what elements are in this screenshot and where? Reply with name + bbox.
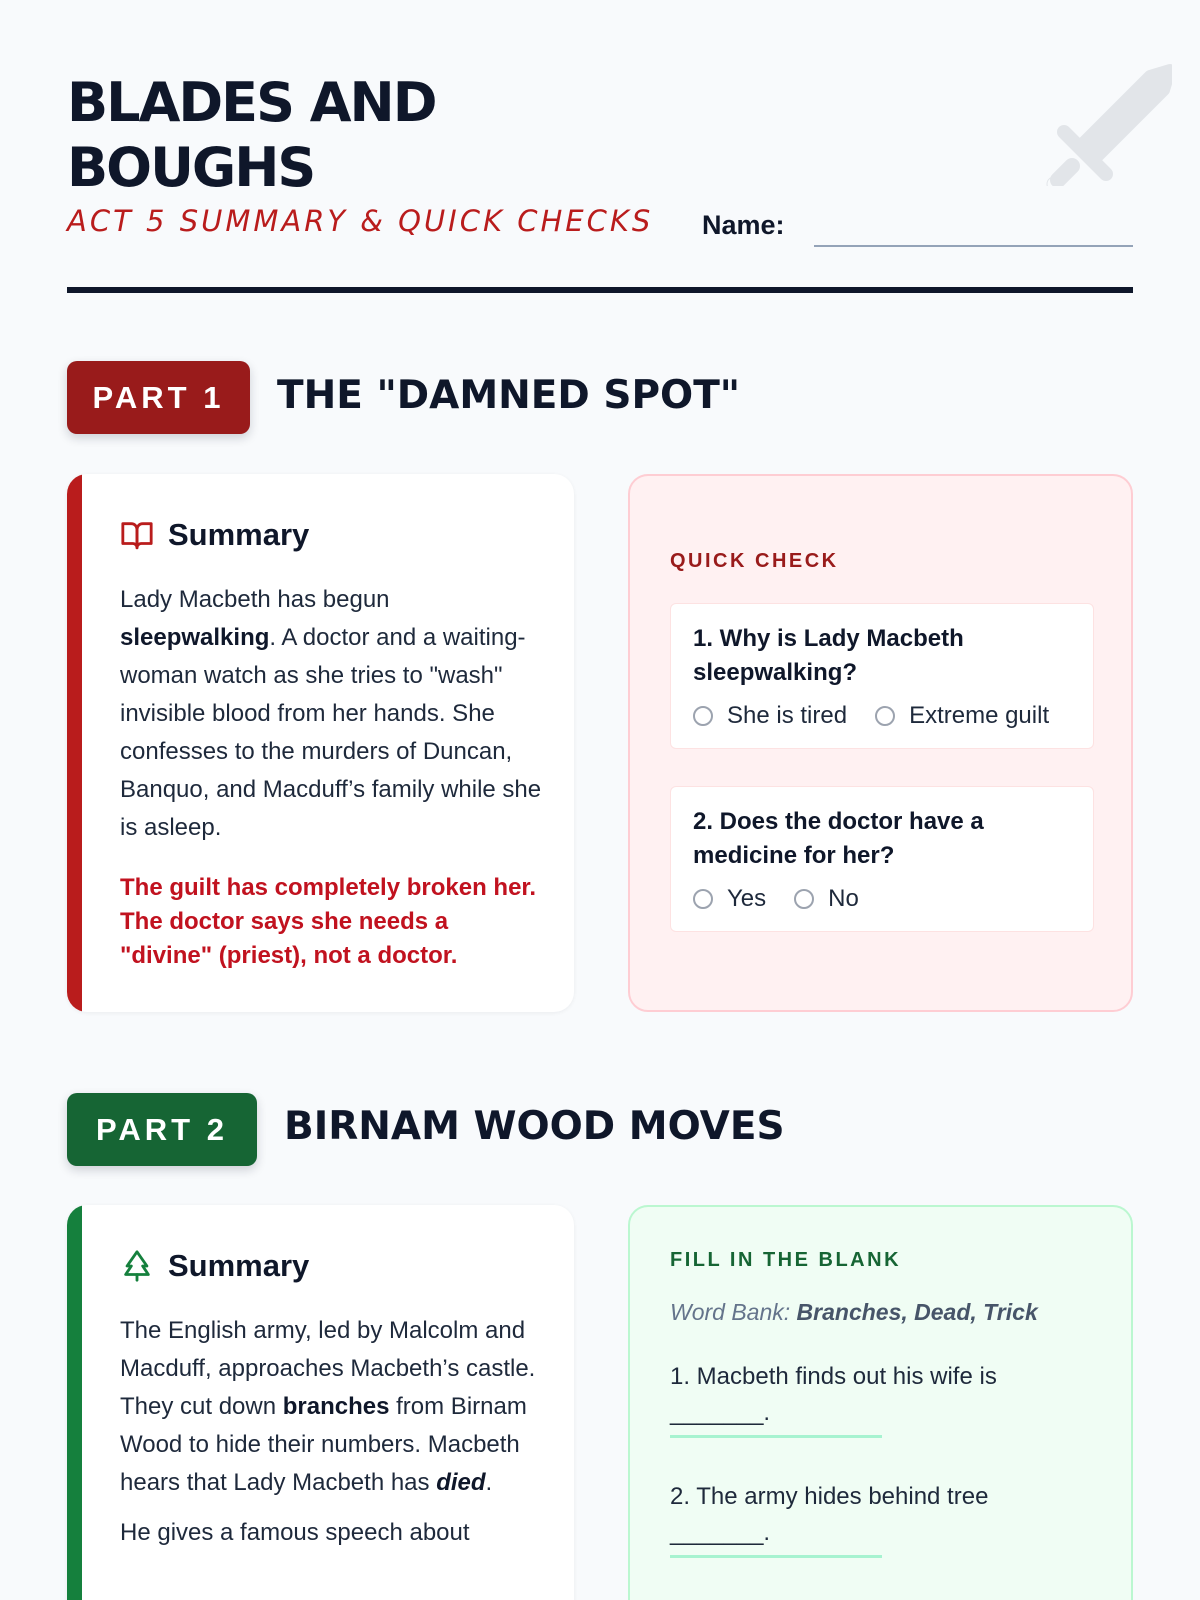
question-2 (670, 786, 1094, 932)
part-1-title: THE "DAMNED SPOT" (277, 373, 741, 418)
fill-item-text: 2. The army hides behind tree _______. (670, 1483, 989, 1546)
sword-icon (1002, 56, 1172, 186)
quick-check-panel (628, 474, 1133, 1012)
radio-button[interactable] (693, 889, 713, 909)
question-1 (670, 603, 1094, 749)
worksheet-subtitle: ACT 5 SUMMARY & QUICK CHECKS (67, 204, 654, 238)
summary-key-note: The guilt has completely broken her. The doctor says she needs a "divine" (priest), not a doctor. (120, 874, 537, 969)
name-label: Name: (702, 210, 785, 240)
word-bank: Word Bank: Branches, Dead, Trick (670, 1299, 1038, 1325)
part-2-badge: PART 2 (67, 1093, 257, 1166)
summary-accent-bar (67, 1205, 82, 1600)
book-open-icon (120, 518, 154, 552)
summary-heading: Summary (168, 1248, 310, 1283)
fill-in-blank-label: FILL IN THE BLANK (670, 1249, 902, 1271)
fill-in-blank-panel (628, 1205, 1133, 1600)
answer-line[interactable] (670, 1435, 882, 1438)
option-she-is-tired[interactable]: She is tired (693, 702, 847, 730)
part-1-badge: PART 1 (67, 361, 250, 434)
summary-heading: Summary (168, 517, 310, 552)
summary-accent-bar (67, 474, 82, 1012)
summary-text-continued: He gives a famous speech about (120, 1519, 470, 1546)
radio-button[interactable] (693, 706, 713, 726)
answer-line[interactable] (670, 1555, 882, 1558)
fill-item-1 (670, 1359, 1070, 1438)
worksheet-page (67, 0, 1133, 1600)
option-extreme-guilt[interactable]: Extreme guilt (875, 702, 1049, 730)
tree-icon (120, 1249, 154, 1283)
summary-text: The English army, led by Malcolm and Macduff, approaches Macbeth’s castle. They cut down branches from Birnam Wood to hide their numbers. Macbeth hears that Lady Macbeth has died. (120, 1317, 536, 1496)
quick-check-label: QUICK CHECK (670, 550, 839, 572)
part-1-summary-card (67, 474, 574, 1012)
radio-button[interactable] (875, 706, 895, 726)
option-yes[interactable]: Yes (693, 885, 766, 913)
radio-button[interactable] (794, 889, 814, 909)
fill-item-2 (670, 1479, 1070, 1558)
part-2-summary-card (67, 1205, 574, 1600)
fill-item-text: 1. Macbeth finds out his wife is _______. (670, 1363, 997, 1426)
question-text: 2. Does the doctor have a medicine for her? (693, 808, 984, 869)
question-text: 1. Why is Lady Macbeth sleepwalking? (693, 625, 964, 686)
header-divider (67, 287, 1133, 293)
part-2-title: BIRNAM WOOD MOVES (284, 1104, 785, 1149)
worksheet-title: BLADES AND BOUGHS (67, 71, 436, 199)
option-no[interactable]: No (794, 885, 859, 913)
name-field[interactable] (814, 229, 1133, 247)
summary-text: Lady Macbeth has begun sleepwalking. A doctor and a waiting-woman watch as she tries to "wash" invisible blood from her hands. She confesses to the murders of Duncan, Banquo, and Macduff’s family while she is asleep. (120, 586, 542, 841)
